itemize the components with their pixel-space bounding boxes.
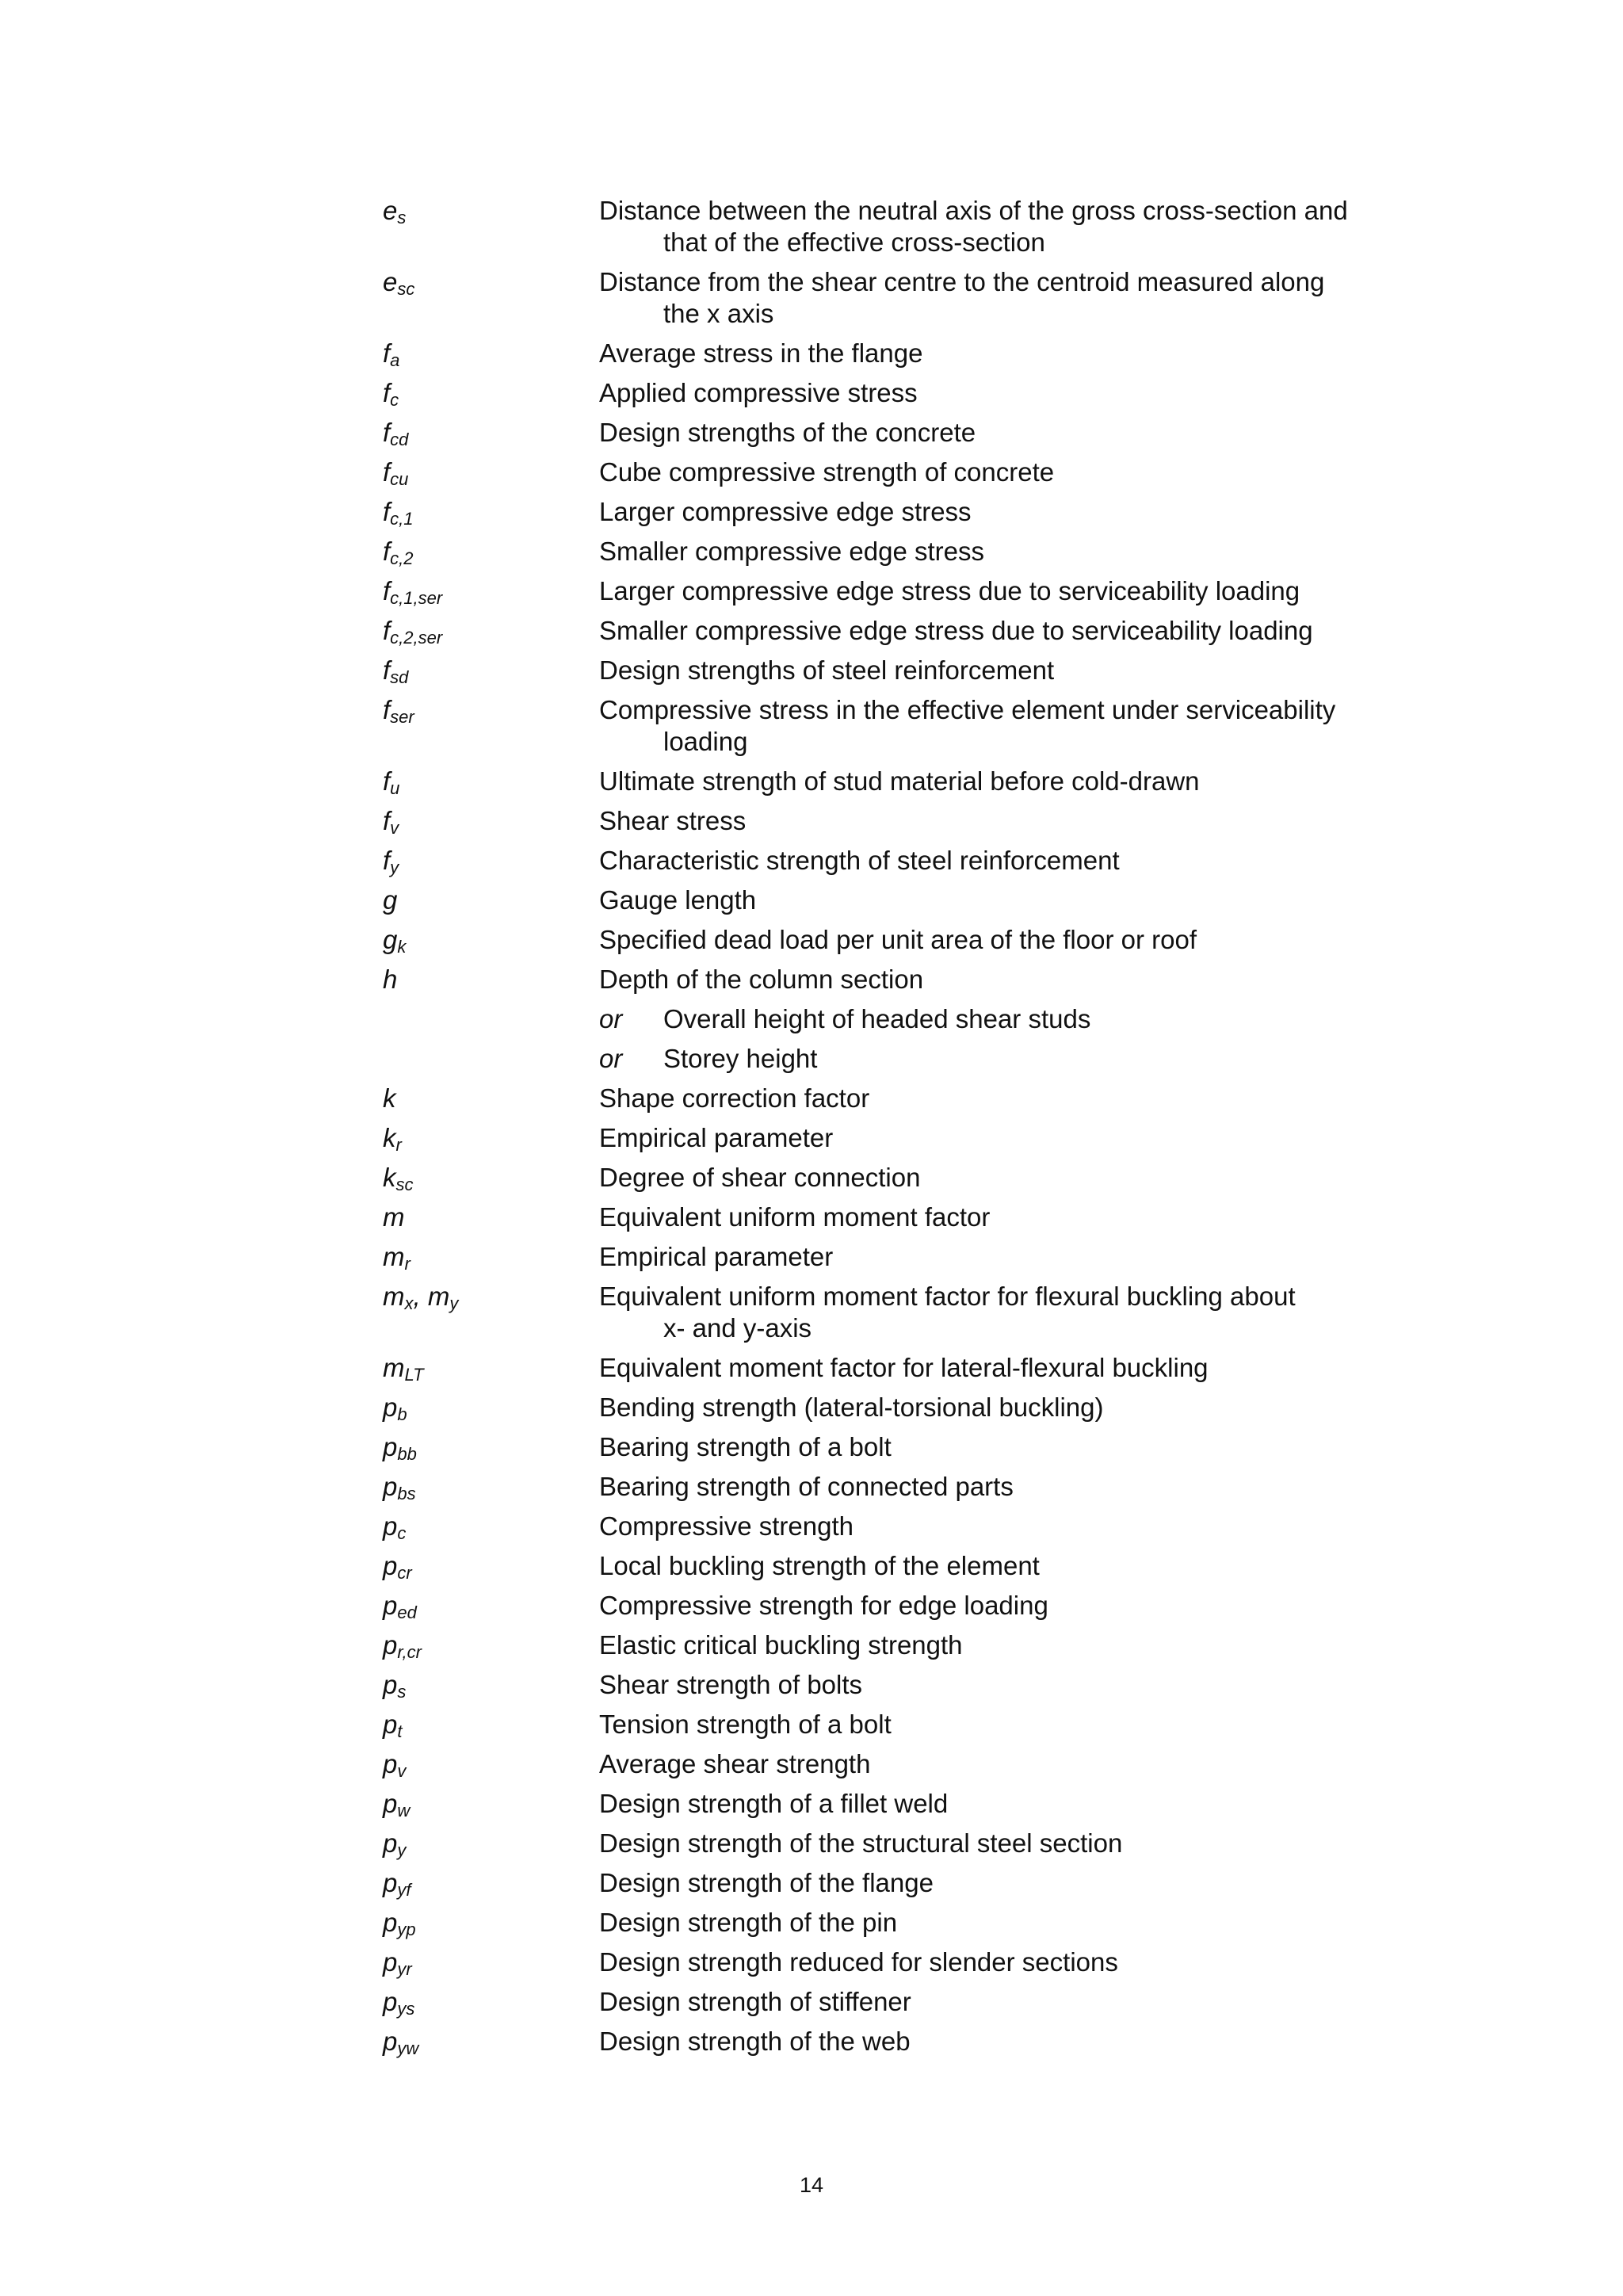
- symbol-subscript: r: [395, 1135, 402, 1155]
- notation-description: [599, 1590, 1413, 1622]
- description-text: Design strength of the web: [599, 2027, 911, 2056]
- symbol-subscript: cd: [390, 430, 409, 449]
- symbol-base: p: [383, 1670, 398, 1699]
- notation-description: [599, 1709, 1413, 1740]
- description-text: Ultimate strength of stud material before cold-drawn: [599, 766, 1200, 796]
- notation-symbol: [383, 845, 599, 877]
- notation-symbol: [383, 1550, 599, 1582]
- description-text: Equivalent moment factor for lateral-flexural buckling: [599, 1353, 1209, 1382]
- notation-entry: [383, 1043, 1413, 1075]
- page-number: 14: [799, 2173, 824, 2197]
- description-text: Bending strength (lateral-torsional buckling): [599, 1392, 1104, 1422]
- notation-entry: [383, 924, 1413, 956]
- symbol-subscript: w: [397, 1801, 411, 1820]
- symbol-base: f: [383, 616, 391, 645]
- notation-entry: [383, 2026, 1413, 2057]
- description-text: Compressive stress in the effective element under serviceability: [599, 695, 1336, 724]
- notation-description: [599, 1083, 1413, 1114]
- notation-description: [599, 1669, 1413, 1701]
- notation-symbol: [383, 766, 599, 797]
- description-text: Design strength of the flange: [599, 1868, 934, 1897]
- symbol-base: p: [383, 1432, 398, 1461]
- notation-entry: [383, 805, 1413, 837]
- notation-entry: [383, 1162, 1413, 1194]
- symbol-base: p: [383, 2027, 398, 2056]
- notation-symbol: [383, 1828, 599, 1859]
- notation-entry: [383, 1788, 1413, 1820]
- notation-symbol: [383, 2026, 599, 2057]
- notation-symbol: [383, 457, 599, 488]
- notation-description: [599, 1986, 1413, 2018]
- symbol-subscript: ed: [397, 1603, 417, 1622]
- notation-description: [599, 766, 1413, 797]
- notation-symbol: [383, 884, 599, 916]
- symbol-base: p: [383, 1392, 398, 1422]
- notation-entry: [383, 1122, 1413, 1154]
- notation-entry: [383, 845, 1413, 877]
- notation-entry: [383, 1431, 1413, 1463]
- notation-entry: [383, 338, 1413, 369]
- symbol-base: g: [383, 885, 398, 915]
- description-text: Design strength of the pin: [599, 1908, 898, 1937]
- symbol-subscript: yw: [397, 2038, 419, 2058]
- notation-entry: [383, 377, 1413, 409]
- notation-description: [599, 1043, 1413, 1075]
- notation-symbol: [383, 1122, 599, 1154]
- notation-entry: [383, 1828, 1413, 1859]
- symbol-base: p: [383, 1710, 398, 1739]
- notation-symbol: [383, 1083, 599, 1114]
- alternative-marker: or: [599, 1004, 623, 1033]
- notation-description: [599, 1828, 1413, 1859]
- symbol-subscript: sc: [397, 279, 415, 299]
- notation-description: [599, 615, 1413, 647]
- description-text: Compressive strength for edge loading: [599, 1591, 1048, 1620]
- symbol-base: p: [383, 1551, 398, 1580]
- notation-description: [599, 1550, 1413, 1582]
- symbol-base: p: [383, 1630, 398, 1660]
- symbol-subscript: u: [390, 778, 400, 798]
- notation-entry: [383, 496, 1413, 528]
- symbol-subscript: c,2: [390, 548, 414, 568]
- notation-entry: [383, 1986, 1413, 2018]
- description-text: Compressive strength: [599, 1511, 854, 1541]
- notation-description: [599, 377, 1413, 409]
- symbol-base: f: [383, 806, 391, 835]
- symbol-base: f: [383, 378, 391, 407]
- description-text: Average shear strength: [599, 1749, 871, 1778]
- description-text: Characteristic strength of steel reinforcement: [599, 846, 1120, 875]
- symbol-subscript: b: [397, 1404, 407, 1424]
- notation-entry: [383, 1867, 1413, 1899]
- notation-description: [599, 1629, 1413, 1661]
- description-text: Shape correction factor: [599, 1083, 870, 1113]
- description-text: Smaller compressive edge stress due to serviceability loading: [599, 616, 1313, 645]
- notation-entry: [383, 1748, 1413, 1780]
- notation-description: [599, 1392, 1413, 1423]
- symbol-subscript: c: [390, 390, 399, 410]
- notation-symbol: [383, 338, 599, 369]
- symbol-base: g: [383, 925, 398, 954]
- description-text: Tension strength of a bolt: [599, 1710, 892, 1739]
- notation-symbol: [383, 496, 599, 528]
- symbol-base: f: [383, 497, 391, 526]
- description-text: Applied compressive stress: [599, 378, 918, 407]
- notation-description: [599, 1946, 1413, 1978]
- symbol-subscript: bs: [397, 1484, 416, 1503]
- notation-symbol: [383, 1907, 599, 1939]
- symbol-subscript: c: [397, 1523, 407, 1543]
- symbol-subscript: a: [390, 350, 400, 370]
- symbol-base: m: [383, 1242, 405, 1271]
- symbol-subscript: y: [390, 858, 399, 877]
- notation-symbol: [383, 377, 599, 409]
- notation-symbol: [383, 1162, 599, 1194]
- notation-entry: [383, 1471, 1413, 1503]
- notation-symbol: [383, 1629, 599, 1661]
- description-text: Bearing strength of connected parts: [599, 1472, 1014, 1501]
- description-text: Gauge length: [599, 885, 757, 915]
- notation-description: [599, 1511, 1413, 1542]
- notation-symbol: [383, 575, 599, 607]
- symbol-subscript: y: [397, 1840, 407, 1860]
- symbol-base: f: [383, 655, 391, 685]
- symbol-subscript: yr: [397, 1959, 412, 1979]
- symbol-base: m: [383, 1353, 405, 1382]
- symbol-second-subscript: y: [449, 1293, 459, 1313]
- description-continuation: that of the effective cross-section: [663, 227, 1045, 257]
- notation-list: [383, 195, 1413, 2065]
- notation-entry: [383, 1241, 1413, 1273]
- notation-description: [599, 1748, 1413, 1780]
- alternative-marker: or: [599, 1044, 623, 1073]
- notation-symbol: [383, 615, 599, 647]
- symbol-base: k: [383, 1123, 396, 1152]
- notation-entry: [383, 1946, 1413, 1978]
- symbol-subscript: c,1: [390, 509, 414, 529]
- notation-description: [599, 536, 1413, 567]
- symbol-subscript: r: [404, 1254, 411, 1274]
- alternative-description: Storey height: [663, 1044, 818, 1073]
- notation-symbol: [383, 417, 599, 449]
- notation-symbol: [383, 1946, 599, 1978]
- symbol-subscript: s: [397, 1682, 407, 1702]
- notation-description: [599, 575, 1413, 607]
- notation-description: [599, 1907, 1413, 1939]
- symbol-base: p: [383, 1472, 398, 1501]
- description-continuation: loading: [663, 727, 748, 756]
- notation-description: [599, 805, 1413, 837]
- description-text: Distance between the neutral axis of the gross cross-section and: [599, 196, 1348, 225]
- description-text: Degree of shear connection: [599, 1163, 921, 1192]
- symbol-base: p: [383, 1908, 398, 1937]
- description-text: Design strengths of the concrete: [599, 418, 976, 447]
- symbol-subscript: v: [390, 818, 399, 838]
- description-text: Larger compressive edge stress due to serviceability loading: [599, 576, 1300, 606]
- description-continuation: x- and y-axis: [663, 1313, 812, 1343]
- symbol-base: e: [383, 267, 398, 296]
- notation-entry: [383, 1709, 1413, 1740]
- symbol-subscript: x: [404, 1293, 414, 1313]
- notation-description: [599, 1241, 1413, 1273]
- symbol-base: p: [383, 1987, 398, 2016]
- notation-symbol: [383, 1590, 599, 1622]
- symbol-base: p: [383, 1789, 398, 1818]
- symbol-subscript: cu: [390, 469, 409, 489]
- symbol-base: f: [383, 537, 391, 566]
- notation-description: [599, 655, 1413, 686]
- notation-entry: [383, 1352, 1413, 1384]
- notation-entry: [383, 457, 1413, 488]
- notation-symbol: [383, 655, 599, 686]
- notation-symbol: [383, 924, 599, 956]
- symbol-base: f: [383, 695, 391, 724]
- notation-symbol: [383, 1392, 599, 1423]
- description-text: Design strength of a fillet weld: [599, 1789, 949, 1818]
- description-text: Shear strength of bolts: [599, 1670, 863, 1699]
- symbol-base: k: [383, 1083, 396, 1113]
- notation-symbol: [383, 266, 599, 298]
- notation-symbol: [383, 536, 599, 567]
- symbol-subscript: c,1,ser: [390, 588, 443, 608]
- notation-symbol: [383, 1986, 599, 2018]
- notation-entry: [383, 1392, 1413, 1423]
- notation-description: [599, 1471, 1413, 1503]
- symbol-subscript: cr: [397, 1563, 412, 1583]
- notation-description: [599, 417, 1413, 449]
- symbol-base: f: [383, 418, 391, 447]
- symbol-subscript: k: [397, 937, 407, 957]
- notation-symbol: [383, 1281, 599, 1312]
- notation-entry: [383, 1201, 1413, 1233]
- notation-description: [599, 884, 1413, 916]
- symbol-base: f: [383, 338, 391, 368]
- notation-description: [599, 1788, 1413, 1820]
- notation-description: [599, 266, 1413, 330]
- notation-symbol: [383, 1511, 599, 1542]
- symbol-subscript: sc: [395, 1175, 414, 1194]
- notation-symbol: [383, 1867, 599, 1899]
- notation-description: [599, 845, 1413, 877]
- description-text: Local buckling strength of the element: [599, 1551, 1040, 1580]
- description-text: Larger compressive edge stress: [599, 497, 972, 526]
- description-text: Depth of the column section: [599, 965, 924, 994]
- notation-symbol: [383, 1431, 599, 1463]
- notation-description: [599, 338, 1413, 369]
- notation-description: [599, 1281, 1413, 1344]
- notation-symbol: [383, 805, 599, 837]
- notation-description: [599, 1122, 1413, 1154]
- symbol-base: f: [383, 457, 391, 487]
- notation-entry: [383, 417, 1413, 449]
- symbol-base: f: [383, 766, 391, 796]
- description-text: Distance from the shear centre to the centroid measured along: [599, 267, 1325, 296]
- notation-description: [599, 496, 1413, 528]
- symbol-base: f: [383, 846, 391, 875]
- symbol-subscript: yf: [397, 1880, 411, 1900]
- description-text: Equivalent uniform moment factor: [599, 1202, 991, 1232]
- description-text: Design strength of stiffener: [599, 1987, 911, 2016]
- description-text: Elastic critical buckling strength: [599, 1630, 963, 1660]
- notation-symbol: [383, 1201, 599, 1233]
- notation-entry: [383, 615, 1413, 647]
- description-text: Bearing strength of a bolt: [599, 1432, 892, 1461]
- description-text: Shear stress: [599, 806, 747, 835]
- notation-entry: [383, 195, 1413, 258]
- symbol-second-base: , m: [413, 1282, 450, 1311]
- symbol-subscript: ser: [390, 707, 414, 727]
- notation-description: [599, 2026, 1413, 2057]
- notation-entry: [383, 536, 1413, 567]
- notation-symbol: [383, 1471, 599, 1503]
- notation-entry: [383, 1281, 1413, 1344]
- description-text: Design strength of the structural steel section: [599, 1828, 1123, 1858]
- symbol-base: k: [383, 1163, 396, 1192]
- notation-symbol: [383, 1669, 599, 1701]
- notation-description: [599, 1162, 1413, 1194]
- symbol-base: m: [383, 1282, 405, 1311]
- description-text: Design strength reduced for slender sections: [599, 1947, 1118, 1977]
- notation-entry: [383, 766, 1413, 797]
- notation-entry: [383, 964, 1413, 995]
- symbol-subscript: yp: [397, 1920, 416, 1939]
- notation-symbol: [383, 694, 599, 726]
- notation-description: [599, 457, 1413, 488]
- notation-description: [599, 1352, 1413, 1384]
- symbol-base: h: [383, 965, 398, 994]
- notation-description: [599, 694, 1413, 758]
- description-text: Equivalent uniform moment factor for flexural buckling about: [599, 1282, 1296, 1311]
- symbol-subscript: ys: [397, 1999, 415, 2019]
- notation-description: [599, 1431, 1413, 1463]
- notation-entry: [383, 1907, 1413, 1939]
- symbol-subscript: c,2,ser: [390, 628, 443, 648]
- description-text: Design strengths of steel reinforcement: [599, 655, 1055, 685]
- notation-description: [599, 964, 1413, 995]
- description-continuation: the x axis: [663, 299, 774, 328]
- description-text: Average stress in the flange: [599, 338, 923, 368]
- symbol-subscript: r,cr: [397, 1642, 422, 1662]
- symbol-base: p: [383, 1511, 398, 1541]
- notation-entry: [383, 575, 1413, 607]
- notation-description: [599, 1201, 1413, 1233]
- notation-symbol: [383, 964, 599, 995]
- notation-symbol: [383, 1352, 599, 1384]
- notation-entry: [383, 1629, 1413, 1661]
- notation-entry: [383, 655, 1413, 686]
- notation-entry: [383, 1083, 1413, 1114]
- symbol-subscript: v: [397, 1761, 407, 1781]
- symbol-base: p: [383, 1868, 398, 1897]
- notation-symbol: [383, 195, 599, 227]
- description-text: Empirical parameter: [599, 1123, 834, 1152]
- symbol-base: p: [383, 1591, 398, 1620]
- notation-entry: [383, 1003, 1413, 1035]
- notation-symbol: [383, 1241, 599, 1273]
- symbol-base: p: [383, 1947, 398, 1977]
- notation-entry: [383, 694, 1413, 758]
- symbol-base: p: [383, 1828, 398, 1858]
- notation-entry: [383, 1669, 1413, 1701]
- notation-symbol: [383, 1788, 599, 1820]
- alternative-description: Overall height of headed shear studs: [663, 1004, 1091, 1033]
- symbol-subscript: sd: [390, 667, 409, 687]
- description-text: Empirical parameter: [599, 1242, 834, 1271]
- notation-entry: [383, 884, 1413, 916]
- notation-description: [599, 1003, 1413, 1035]
- notation-symbol: [383, 1709, 599, 1740]
- symbol-subscript: s: [397, 208, 407, 227]
- symbol-subscript: bb: [397, 1444, 417, 1464]
- description-text: Specified dead load per unit area of the floor or roof: [599, 925, 1197, 954]
- notation-entry: [383, 1511, 1413, 1542]
- symbol-base: e: [383, 196, 398, 225]
- notation-description: [599, 924, 1413, 956]
- symbol-base: m: [383, 1202, 405, 1232]
- symbol-base: p: [383, 1749, 398, 1778]
- symbol-subscript: t: [397, 1721, 403, 1741]
- description-text: Smaller compressive edge stress: [599, 537, 985, 566]
- notation-description: [599, 1867, 1413, 1899]
- notation-symbol: [383, 1748, 599, 1780]
- notation-entry: [383, 266, 1413, 330]
- symbol-subscript: LT: [404, 1365, 424, 1385]
- notation-entry: [383, 1590, 1413, 1622]
- notation-entry: [383, 1550, 1413, 1582]
- description-text: Cube compressive strength of concrete: [599, 457, 1055, 487]
- notation-description: [599, 195, 1413, 258]
- symbol-base: f: [383, 576, 391, 606]
